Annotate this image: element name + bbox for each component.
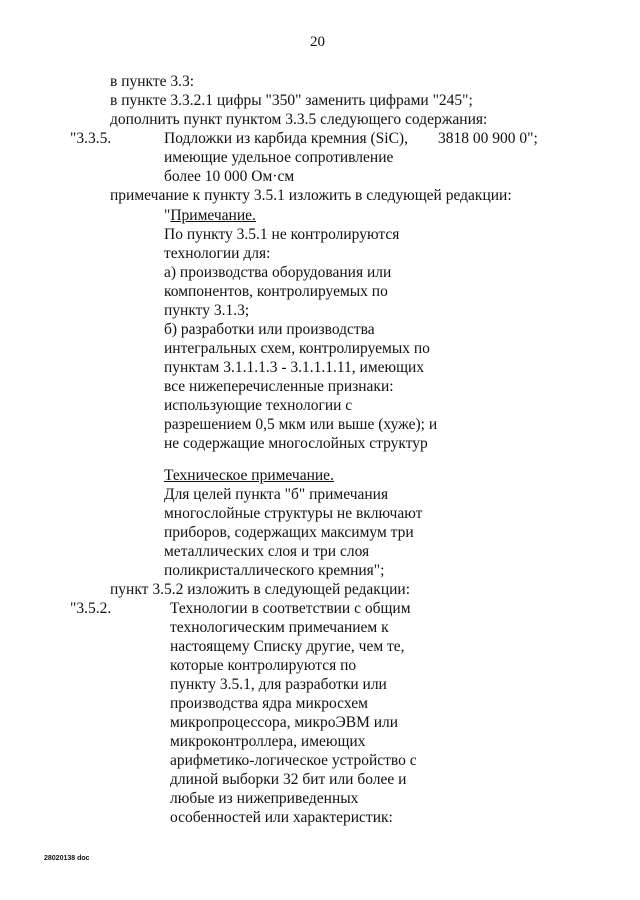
line-15: интегральных схем, контролируемых по xyxy=(164,340,430,357)
document-footer-id: 28020138 doc xyxy=(44,855,90,862)
line-7: примечание к пункту 3.5.1 изложить в следующей редакции: xyxy=(110,187,512,204)
line-38: любые из нижеприведенных xyxy=(170,790,359,807)
line-24: приборов, содержащих максимум три xyxy=(164,524,414,541)
line-26: поликристаллического кремния"; xyxy=(164,562,385,579)
line-27: пункт 3.5.2 изложить в следующей редакции: xyxy=(110,581,411,598)
line-32: пункту 3.5.1, для разработки или xyxy=(170,676,387,693)
line-19: разрешением 0,5 мкм или выше (хуже); и xyxy=(164,416,438,433)
line-37: длиной выборки 32 бит или более и xyxy=(170,771,407,788)
line-25: металлических слоя и три слоя xyxy=(164,543,370,560)
technical-note-title: Техническое примечание. xyxy=(164,467,334,484)
item-number-3-3-5: "3.3.5. xyxy=(70,130,112,147)
line-3: дополнить пункт пунктом 3.3.5 следующего содержания: xyxy=(110,111,488,128)
line-28: Технологии в соответствии с общим xyxy=(170,600,411,617)
line-11: а) производства оборудования или xyxy=(164,264,392,281)
note-heading xyxy=(164,206,256,225)
line-36: арифметико-логическое устройство с xyxy=(170,752,417,769)
line-5: имеющие удельное сопротивление xyxy=(164,149,394,166)
note-title: Примечание. xyxy=(170,207,256,224)
page-number: 20 xyxy=(310,34,325,50)
line-29: технологическим примечанием к xyxy=(170,619,389,636)
line-16: пунктам 3.1.1.1.3 - 3.1.1.1.11, имеющих xyxy=(164,359,425,376)
line-34: микропроцессора, микроЭВМ или xyxy=(170,714,399,731)
line-6: более 10 000 Ом·см xyxy=(164,168,295,185)
item-number-3-5-2: "3.5.2. xyxy=(70,600,112,617)
line-4: Подложки из карбида кремния (SiC), xyxy=(164,130,408,147)
line-1: в пункте 3.3: xyxy=(110,73,195,90)
line-17: все нижеперечисленные признаки: xyxy=(164,378,394,395)
line-22: Для целей пункта "б" примечания xyxy=(164,486,389,503)
line-12: компонентов, контролируемых по xyxy=(164,283,388,300)
customs-code: 3818 00 900 0"; xyxy=(438,130,538,147)
line-35: микроконтроллера, имеющих xyxy=(170,733,366,750)
line-9: По пункту 3.5.1 не контролируются xyxy=(164,226,400,243)
line-13: пункту 3.1.3; xyxy=(164,302,250,319)
line-33: производства ядра микросхем xyxy=(170,695,368,712)
line-18: использующие технологии с xyxy=(164,397,353,414)
line-31: которые контролируются по xyxy=(170,657,357,674)
line-23: многослойные структуры не включают xyxy=(164,505,423,522)
line-30: настоящему Списку другие, чем те, xyxy=(170,638,405,655)
line-39: особенностей или характеристик: xyxy=(170,809,393,826)
note-quote: " xyxy=(164,207,171,224)
line-2: в пункте 3.3.2.1 цифры "350" заменить цифрами "245"; xyxy=(110,92,473,109)
line-10: технологии для: xyxy=(164,245,271,262)
line-20: не содержащие многослойных структур xyxy=(164,435,428,452)
line-14: б) разработки или производства xyxy=(164,321,375,338)
